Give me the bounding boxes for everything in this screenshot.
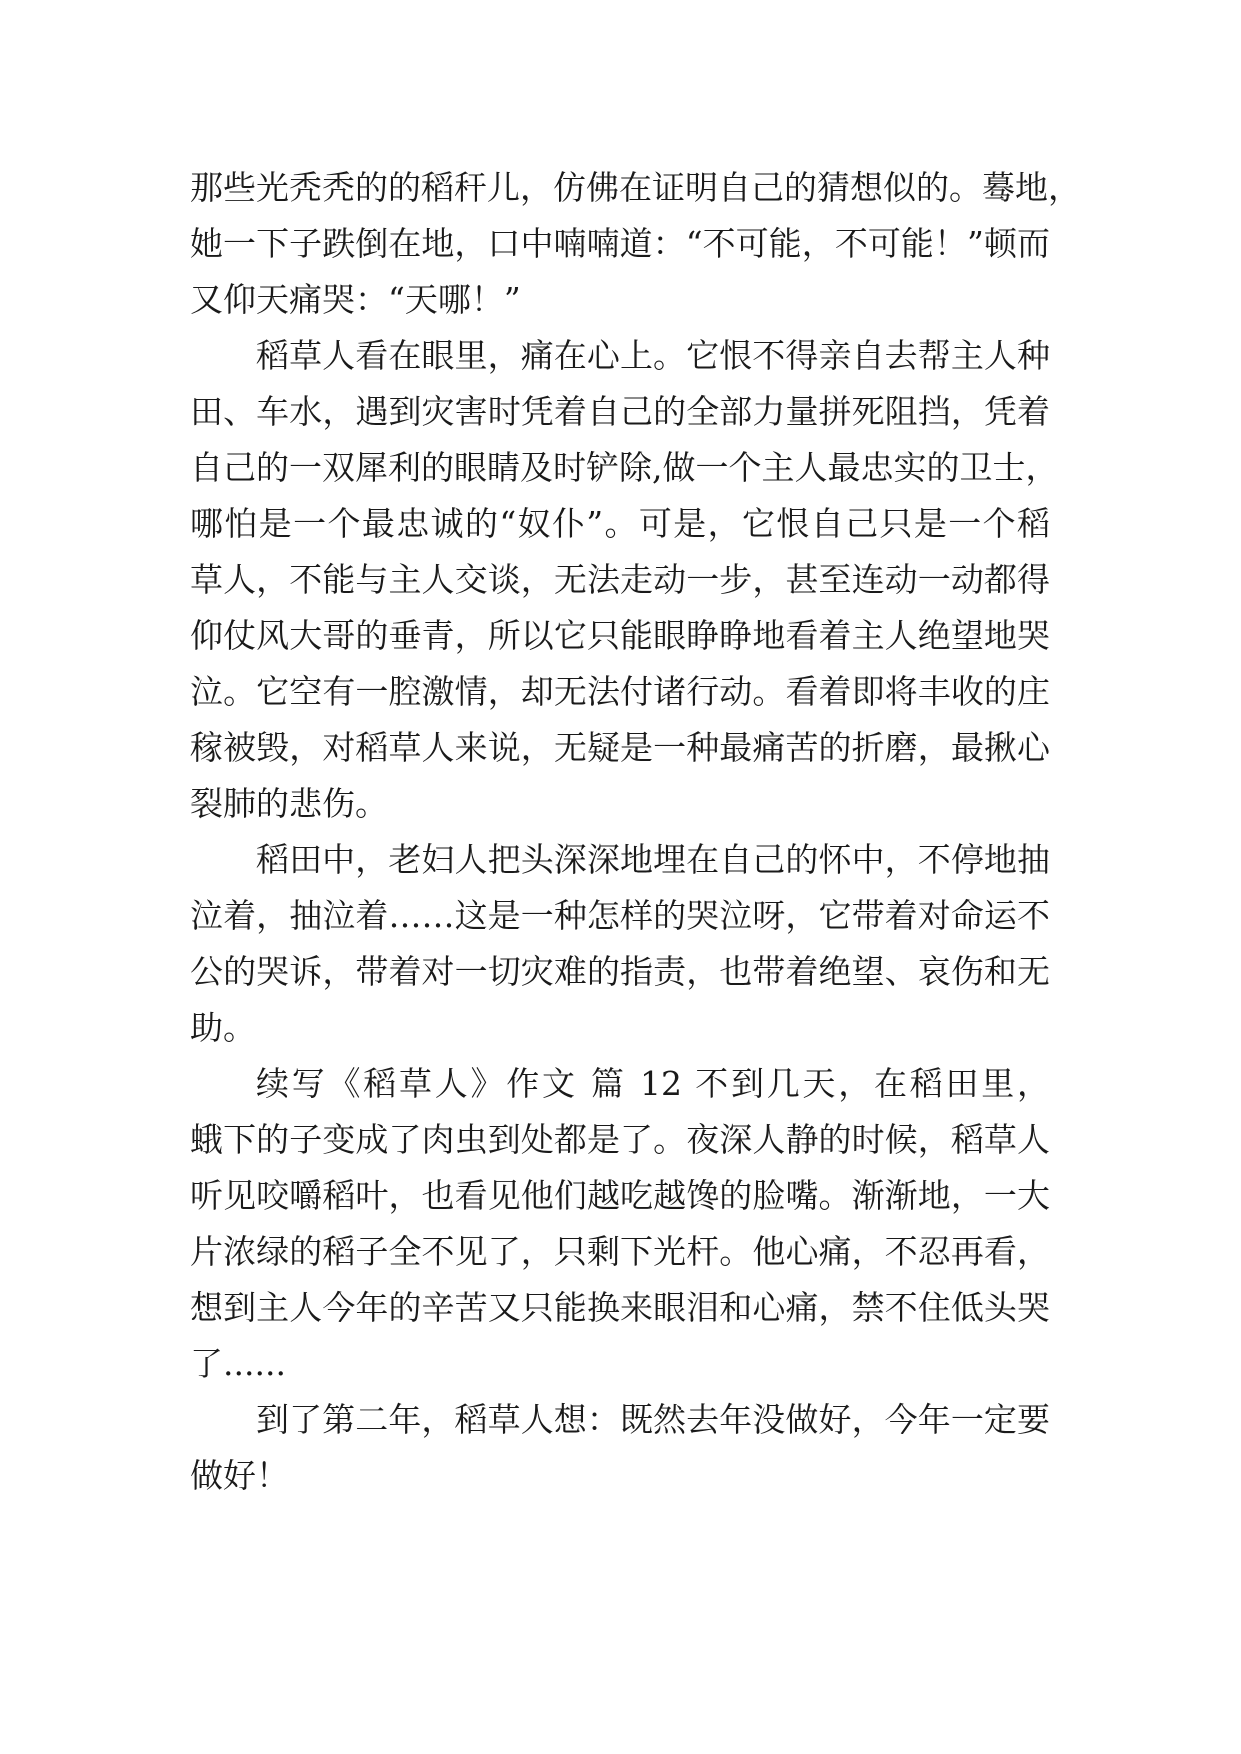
text-line: 泣着，抽泣着……这是一种怎样的哭泣呀，它带着对命运不 — [190, 896, 1050, 935]
text-line: 了...... — [190, 1344, 286, 1383]
text-line: 那些光秃秃的的稻秆儿，仿佛在证明自己的猜想似的。蓦地， — [190, 168, 1081, 207]
paragraph-first-line: 稻草人看在眼里，痛在心上。它恨不得亲自去帮主人种 — [256, 336, 1050, 375]
text-line: 裂肺的悲伤。 — [190, 784, 388, 823]
paragraph-first-line: 稻田中，老妇人把头深深地埋在自己的怀中，不停地抽 — [256, 840, 1050, 879]
text-line: 哪怕是一个最忠诚的“奴仆”。可是，它恨自己只是一个稻 — [190, 504, 1050, 543]
text-line: 她一下子跌倒在地，口中喃喃道：“不可能，不可能！”顿而 — [190, 224, 1050, 263]
text-line: 想到主人今年的辛苦又只能换来眼泪和心痛，禁不住低头哭 — [190, 1288, 1050, 1327]
text-line: 仰仗风大哥的垂青，所以它只能眼睁睁地看着主人绝望地哭 — [190, 616, 1050, 655]
section-heading-line: 续写《稻草人》作文 篇 12 不到几天，在稻田里， — [256, 1064, 1050, 1103]
text-line: 泣。它空有一腔激情，却无法付诸行动。看着即将丰收的庄 — [190, 672, 1050, 711]
text-line: 草人，不能与主人交谈，无法走动一步，甚至连动一动都得 — [190, 560, 1050, 599]
text-line: 助。 — [190, 1008, 256, 1047]
text-line: 公的哭诉，带着对一切灾难的指责，也带着绝望、哀伤和无 — [190, 952, 1050, 991]
text-line: 田、车水，遇到灾害时凭着自己的全部力量拼死阻挡，凭着 — [190, 392, 1050, 431]
text-line: 蛾下的子变成了肉虫到处都是了。夜深人静的时候，稻草人 — [190, 1120, 1050, 1159]
text-line: 片浓绿的稻子全不见了，只剩下光杆。他心痛，不忍再看， — [190, 1232, 1050, 1271]
text-line: 听见咬嚼稻叶，也看见他们越吃越馋的脸嘴。渐渐地，一大 — [190, 1176, 1050, 1215]
text-line: 做好！ — [190, 1456, 289, 1495]
text-line: 稼被毁，对稻草人来说，无疑是一种最痛苦的折磨，最揪心 — [190, 728, 1050, 767]
text-line: 又仰天痛哭：“天哪！” — [190, 280, 521, 319]
paragraph-first-line: 到了第二年，稻草人想：既然去年没做好，今年一定要 — [256, 1400, 1050, 1439]
text-line: 自己的一双犀利的眼睛及时铲除,做一个主人最忠实的卫士， — [190, 448, 1059, 487]
